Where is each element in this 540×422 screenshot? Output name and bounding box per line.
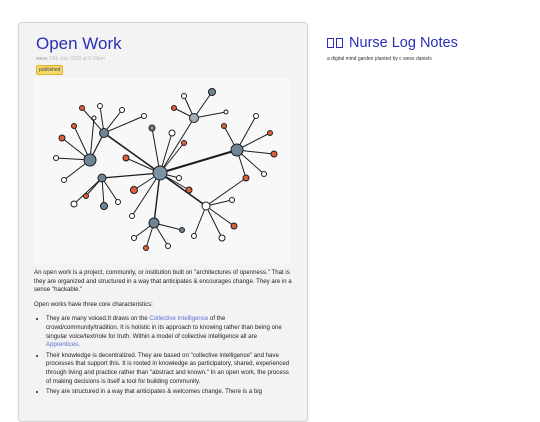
list-item: • They are structured in a way that anticipates & welcomes change. There is a big [46, 388, 292, 397]
characteristics-list [34, 315, 292, 396]
site-subtitle: a digital mind garden planted by c wess daniels [327, 56, 432, 62]
network-illustration [34, 78, 290, 264]
site-title-text: Nurse Log Notes [349, 35, 458, 51]
bullet-text: . [78, 341, 80, 349]
list-item: • Their knowledge is decentralized. They are based on "collective intelligence" and have processes that support this. It is rooted in knowledge as participatory, shared, experienced through living and practice rather than "abstract and known." In an open work, the process of making decisions is itself a tool for building community. [46, 352, 292, 386]
bullet-text: They are many voiced.It draws on the [46, 315, 150, 323]
status-badge[interactable]: published [36, 65, 63, 75]
post-meta [36, 56, 105, 62]
post-title[interactable]: Open Work [36, 34, 122, 53]
intro-paragraph: An open work is a project, community, or institution built on "architectures of openness." That is they are organized and structured in a way that anticipates & encourages change. They are in a sense "hackable." [34, 269, 292, 294]
apprentices-link[interactable]: Apprentices [46, 341, 79, 349]
network-graph [34, 78, 290, 264]
site-title[interactable] [327, 34, 458, 52]
post-card [18, 22, 308, 422]
characteristics-heading: Open works have three core characteristics: [34, 300, 153, 308]
post-body [34, 269, 292, 399]
list-item [46, 315, 292, 349]
missing-glyph-icon [336, 38, 343, 48]
bullet-text: of the crowd/community/tradition. It is holistic in its approach to knowing rather than being one singular voice/text/role for truth. Within a model of collective intelligence all are [46, 315, 282, 340]
missing-glyph-icon [327, 38, 334, 48]
post-author[interactable]: wess [36, 56, 48, 62]
post-date: 10th July 2020 at 6:09pm [48, 56, 105, 62]
collective-intelligence-link[interactable]: Collective Intelligence [149, 315, 209, 323]
